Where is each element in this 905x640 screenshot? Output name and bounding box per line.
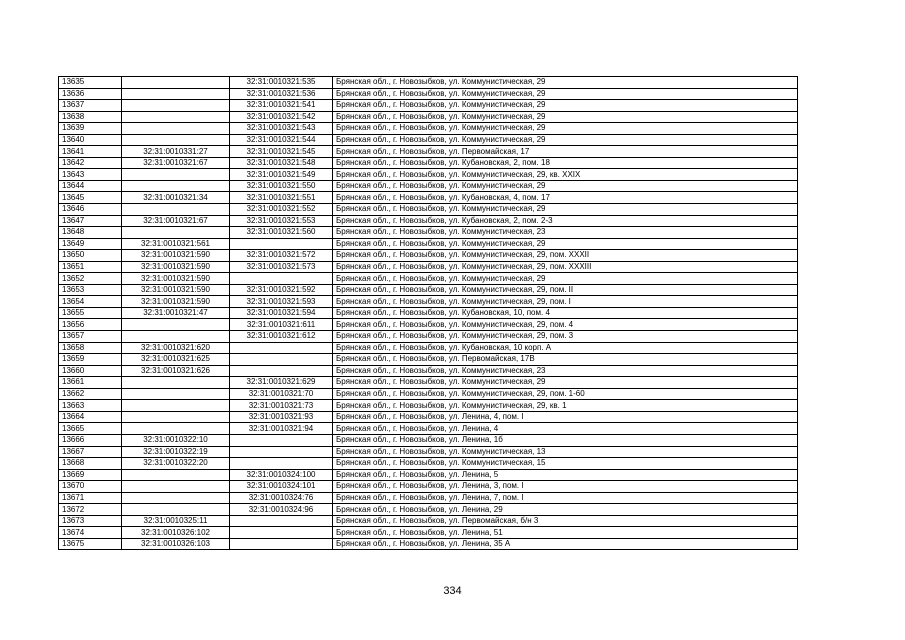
address-cell: Брянская обл., г. Новозыбков, ул. Кубановская, 2, пом. 18	[333, 157, 798, 169]
address-cell: Брянская обл., г. Новозыбков, ул. Первомайская, 17	[333, 146, 798, 158]
table-row	[59, 238, 798, 250]
old-cadastral-number-cell: 32:31:0010321:620	[122, 342, 230, 354]
table-row	[59, 469, 798, 481]
cadastral-number-cell: 32:31:0010321:536	[230, 88, 333, 100]
table-row	[59, 169, 798, 181]
table-row	[59, 215, 798, 227]
old-cadastral-number-cell	[122, 227, 230, 239]
table-row	[59, 146, 798, 158]
old-cadastral-number-cell: 32:31:0010321:625	[122, 354, 230, 366]
address-cell: Брянская обл., г. Новозыбков, ул. Ленина, 4	[333, 423, 798, 435]
cadastral-number-cell: 32:31:0010321:629	[230, 377, 333, 389]
row-number-cell: 13669	[59, 469, 122, 481]
cadastral-number-cell: 32:31:0010324:76	[230, 492, 333, 504]
table-row	[59, 365, 798, 377]
table-row	[59, 273, 798, 285]
address-cell: Брянская обл., г. Новозыбков, ул. Кубановская, 10, пом. 4	[333, 307, 798, 319]
address-cell: Брянская обл., г. Новозыбков, ул. Коммунистическая, 29, кв. 1	[333, 400, 798, 412]
row-number-cell: 13641	[59, 146, 122, 158]
table-row	[59, 88, 798, 100]
address-cell: Брянская обл., г. Новозыбков, ул. Коммунистическая, 29	[333, 238, 798, 250]
old-cadastral-number-cell	[122, 331, 230, 343]
old-cadastral-number-cell: 32:31:0010321:590	[122, 296, 230, 308]
cadastral-number-cell: 32:31:0010324:101	[230, 481, 333, 493]
address-cell: Брянская обл., г. Новозыбков, ул. Ленина, 3, пом. I	[333, 481, 798, 493]
address-cell: Брянская обл., г. Новозыбков, ул. Коммунистическая, 29, пом. 1-60	[333, 388, 798, 400]
address-cell: Брянская обл., г. Новозыбков, ул. Коммунистическая, 29, пом. II	[333, 284, 798, 296]
address-cell: Брянская обл., г. Новозыбков, ул. Коммунистическая, 29	[333, 100, 798, 112]
address-cell: Брянская обл., г. Новозыбков, ул. Коммунистическая, 23	[333, 227, 798, 239]
cadastral-number-cell: 32:31:0010321:552	[230, 204, 333, 216]
old-cadastral-number-cell	[122, 319, 230, 331]
page-number: 334	[443, 585, 462, 597]
table-row	[59, 192, 798, 204]
table-row	[59, 250, 798, 262]
row-number-cell: 13637	[59, 100, 122, 112]
table-row	[59, 261, 798, 273]
cadastral-number-cell	[230, 342, 333, 354]
address-cell: Брянская обл., г. Новозыбков, ул. Коммунистическая, 29, пом. XXXII	[333, 250, 798, 262]
cadastral-number-cell: 32:31:0010324:96	[230, 504, 333, 516]
row-number-cell: 13644	[59, 180, 122, 192]
cadastral-number-cell: 32:31:0010324:100	[230, 469, 333, 481]
row-number-cell: 13643	[59, 169, 122, 181]
row-number-cell: 13673	[59, 515, 122, 527]
row-number-cell: 13640	[59, 134, 122, 146]
address-cell: Брянская обл., г. Новозыбков, ул. Кубановская, 10 корп. А	[333, 342, 798, 354]
cadastral-number-cell: 32:31:0010321:94	[230, 423, 333, 435]
old-cadastral-number-cell: 32:31:0010322:10	[122, 434, 230, 446]
cadastral-number-cell: 32:31:0010321:535	[230, 77, 333, 89]
table-row	[59, 296, 798, 308]
row-number-cell: 13662	[59, 388, 122, 400]
old-cadastral-number-cell: 32:31:0010325:11	[122, 515, 230, 527]
address-cell: Брянская обл., г. Новозыбков, ул. Коммунистическая, 13	[333, 446, 798, 458]
row-number-cell: 13647	[59, 215, 122, 227]
row-number-cell: 13665	[59, 423, 122, 435]
old-cadastral-number-cell	[122, 204, 230, 216]
table-row	[59, 157, 798, 169]
table-row	[59, 111, 798, 123]
row-number-cell: 13650	[59, 250, 122, 262]
cadastral-number-cell	[230, 538, 333, 550]
row-number-cell: 13646	[59, 204, 122, 216]
cadastral-number-cell: 32:31:0010321:541	[230, 100, 333, 112]
cadastral-number-cell	[230, 458, 333, 470]
cadastral-number-cell: 32:31:0010321:611	[230, 319, 333, 331]
old-cadastral-number-cell: 32:31:0010321:590	[122, 273, 230, 285]
table-row	[59, 354, 798, 366]
cadastral-number-cell: 32:31:0010321:573	[230, 261, 333, 273]
address-cell: Брянская обл., г. Новозыбков, ул. Ленина, 4, пом. I	[333, 411, 798, 423]
address-cell: Брянская обл., г. Новозыбков, ул. Ленина, 7, пом. I	[333, 492, 798, 504]
cadastral-number-cell	[230, 238, 333, 250]
table-row	[59, 515, 798, 527]
table-row	[59, 388, 798, 400]
row-number-cell: 13663	[59, 400, 122, 412]
row-number-cell: 13670	[59, 481, 122, 493]
old-cadastral-number-cell: 32:31:0010322:19	[122, 446, 230, 458]
old-cadastral-number-cell	[122, 411, 230, 423]
address-cell: Брянская обл., г. Новозыбков, ул. Коммунистическая, 29	[333, 180, 798, 192]
row-number-cell: 13642	[59, 157, 122, 169]
row-number-cell: 13666	[59, 434, 122, 446]
old-cadastral-number-cell: 32:31:0010321:67	[122, 215, 230, 227]
table-row	[59, 481, 798, 493]
row-number-cell: 13652	[59, 273, 122, 285]
cadastral-number-cell	[230, 354, 333, 366]
cadastral-number-cell: 32:31:0010321:593	[230, 296, 333, 308]
row-number-cell: 13661	[59, 377, 122, 389]
table-row	[59, 538, 798, 550]
old-cadastral-number-cell	[122, 123, 230, 135]
table-row	[59, 411, 798, 423]
table-row	[59, 434, 798, 446]
row-number-cell: 13638	[59, 111, 122, 123]
table-row	[59, 458, 798, 470]
old-cadastral-number-cell	[122, 169, 230, 181]
address-cell: Брянская обл., г. Новозыбков, ул. Кубановская, 2, пом. 2-3	[333, 215, 798, 227]
table-row	[59, 331, 798, 343]
old-cadastral-number-cell	[122, 88, 230, 100]
old-cadastral-number-cell: 32:31:0010331:27	[122, 146, 230, 158]
address-cell: Брянская обл., г. Новозыбков, ул. Кубановская, 4, пом. 17	[333, 192, 798, 204]
table-row	[59, 307, 798, 319]
address-cell: Брянская обл., г. Новозыбков, ул. Коммунистическая, 29	[333, 88, 798, 100]
row-number-cell: 13657	[59, 331, 122, 343]
table-row	[59, 319, 798, 331]
old-cadastral-number-cell: 32:31:0010326:103	[122, 538, 230, 550]
old-cadastral-number-cell	[122, 492, 230, 504]
old-cadastral-number-cell	[122, 377, 230, 389]
old-cadastral-number-cell	[122, 481, 230, 493]
address-cell: Брянская обл., г. Новозыбков, ул. Коммунистическая, 29, пом. I	[333, 296, 798, 308]
old-cadastral-number-cell	[122, 469, 230, 481]
old-cadastral-number-cell	[122, 504, 230, 516]
table-row	[59, 423, 798, 435]
old-cadastral-number-cell: 32:31:0010326:102	[122, 527, 230, 539]
old-cadastral-number-cell: 32:31:0010321:626	[122, 365, 230, 377]
old-cadastral-number-cell: 32:31:0010321:590	[122, 284, 230, 296]
row-number-cell: 13636	[59, 88, 122, 100]
row-number-cell: 13656	[59, 319, 122, 331]
table-row	[59, 504, 798, 516]
address-cell: Брянская обл., г. Новозыбков, ул. Коммунистическая, 29, пом. 4	[333, 319, 798, 331]
row-number-cell: 13672	[59, 504, 122, 516]
address-cell: Брянская обл., г. Новозыбков, ул. Первомайская, 17В	[333, 354, 798, 366]
address-cell: Брянская обл., г. Новозыбков, ул. Коммунистическая, 29	[333, 273, 798, 285]
cadastral-number-cell	[230, 527, 333, 539]
cadastral-number-cell: 32:31:0010321:544	[230, 134, 333, 146]
old-cadastral-number-cell: 32:31:0010321:67	[122, 157, 230, 169]
address-cell: Брянская обл., г. Новозыбков, ул. Ленина, 5	[333, 469, 798, 481]
cadastral-number-cell: 32:31:0010321:560	[230, 227, 333, 239]
old-cadastral-number-cell: 32:31:0010321:561	[122, 238, 230, 250]
old-cadastral-number-cell	[122, 100, 230, 112]
registry-table-body	[59, 77, 798, 550]
row-number-cell: 13649	[59, 238, 122, 250]
row-number-cell: 13635	[59, 77, 122, 89]
row-number-cell: 13655	[59, 307, 122, 319]
row-number-cell: 13659	[59, 354, 122, 366]
cadastral-number-cell	[230, 446, 333, 458]
table-row	[59, 77, 798, 89]
old-cadastral-number-cell: 32:31:0010321:590	[122, 250, 230, 262]
old-cadastral-number-cell: 32:31:0010321:47	[122, 307, 230, 319]
table-row	[59, 527, 798, 539]
address-cell: Брянская обл., г. Новозыбков, ул. Коммунистическая, 29	[333, 123, 798, 135]
row-number-cell: 13648	[59, 227, 122, 239]
cadastral-number-cell: 32:31:0010321:612	[230, 331, 333, 343]
cadastral-number-cell: 32:31:0010321:549	[230, 169, 333, 181]
row-number-cell: 13654	[59, 296, 122, 308]
address-cell: Брянская обл., г. Новозыбков, ул. Ленина, 29	[333, 504, 798, 516]
address-cell: Брянская обл., г. Новозыбков, ул. Ленина, 35 А	[333, 538, 798, 550]
cadastral-number-cell	[230, 273, 333, 285]
address-cell: Брянская обл., г. Новозыбков, ул. Ленина, 1б	[333, 434, 798, 446]
table-row	[59, 400, 798, 412]
row-number-cell: 13653	[59, 284, 122, 296]
old-cadastral-number-cell: 32:31:0010321:590	[122, 261, 230, 273]
table-row	[59, 180, 798, 192]
row-number-cell: 13639	[59, 123, 122, 135]
cadastral-number-cell	[230, 365, 333, 377]
registry-table	[58, 76, 798, 550]
old-cadastral-number-cell	[122, 180, 230, 192]
old-cadastral-number-cell	[122, 77, 230, 89]
cadastral-number-cell: 32:31:0010321:543	[230, 123, 333, 135]
old-cadastral-number-cell: 32:31:0010321:34	[122, 192, 230, 204]
row-number-cell: 13671	[59, 492, 122, 504]
row-number-cell: 13667	[59, 446, 122, 458]
cadastral-number-cell: 32:31:0010321:594	[230, 307, 333, 319]
cadastral-number-cell: 32:31:0010321:542	[230, 111, 333, 123]
cadastral-number-cell	[230, 434, 333, 446]
row-number-cell: 13651	[59, 261, 122, 273]
cadastral-number-cell: 32:31:0010321:73	[230, 400, 333, 412]
row-number-cell: 13660	[59, 365, 122, 377]
address-cell: Брянская обл., г. Новозыбков, ул. Коммунистическая, 29	[333, 204, 798, 216]
cadastral-number-cell: 32:31:0010321:572	[230, 250, 333, 262]
old-cadastral-number-cell	[122, 111, 230, 123]
cadastral-number-cell	[230, 515, 333, 527]
address-cell: Брянская обл., г. Новозыбков, ул. Коммунистическая, 29, пом. 3	[333, 331, 798, 343]
cadastral-number-cell: 32:31:0010321:548	[230, 157, 333, 169]
row-number-cell: 13668	[59, 458, 122, 470]
cadastral-number-cell: 32:31:0010321:551	[230, 192, 333, 204]
old-cadastral-number-cell	[122, 400, 230, 412]
address-cell: Брянская обл., г. Новозыбков, ул. Коммунистическая, 29	[333, 377, 798, 389]
cadastral-number-cell: 32:31:0010321:553	[230, 215, 333, 227]
cadastral-number-cell: 32:31:0010321:550	[230, 180, 333, 192]
old-cadastral-number-cell	[122, 388, 230, 400]
old-cadastral-number-cell	[122, 423, 230, 435]
table-row	[59, 446, 798, 458]
table-row	[59, 123, 798, 135]
table-row	[59, 227, 798, 239]
old-cadastral-number-cell	[122, 134, 230, 146]
row-number-cell: 13675	[59, 538, 122, 550]
address-cell: Брянская обл., г. Новозыбков, ул. Коммунистическая, 29, пом. XXXIII	[333, 261, 798, 273]
address-cell: Брянская обл., г. Новозыбков, ул. Первомайская, б/н 3	[333, 515, 798, 527]
table-row	[59, 284, 798, 296]
address-cell: Брянская обл., г. Новозыбков, ул. Коммунистическая, 29	[333, 111, 798, 123]
address-cell: Брянская обл., г. Новозыбков, ул. Ленина, 51	[333, 527, 798, 539]
address-cell: Брянская обл., г. Новозыбков, ул. Коммунистическая, 15	[333, 458, 798, 470]
table-row	[59, 342, 798, 354]
table-row	[59, 377, 798, 389]
cadastral-number-cell: 32:31:0010321:70	[230, 388, 333, 400]
table-row	[59, 100, 798, 112]
table-row	[59, 492, 798, 504]
address-cell: Брянская обл., г. Новозыбков, ул. Коммунистическая, 29	[333, 77, 798, 89]
cadastral-number-cell: 32:31:0010321:93	[230, 411, 333, 423]
cadastral-number-cell: 32:31:0010321:592	[230, 284, 333, 296]
table-row	[59, 204, 798, 216]
address-cell: Брянская обл., г. Новозыбков, ул. Коммунистическая, 29	[333, 134, 798, 146]
old-cadastral-number-cell: 32:31:0010322:20	[122, 458, 230, 470]
row-number-cell: 13658	[59, 342, 122, 354]
address-cell: Брянская обл., г. Новозыбков, ул. Коммунистическая, 23	[333, 365, 798, 377]
cadastral-number-cell: 32:31:0010321:545	[230, 146, 333, 158]
row-number-cell: 13664	[59, 411, 122, 423]
row-number-cell: 13645	[59, 192, 122, 204]
table-row	[59, 134, 798, 146]
row-number-cell: 13674	[59, 527, 122, 539]
address-cell: Брянская обл., г. Новозыбков, ул. Коммунистическая, 29, кв. XXIX	[333, 169, 798, 181]
